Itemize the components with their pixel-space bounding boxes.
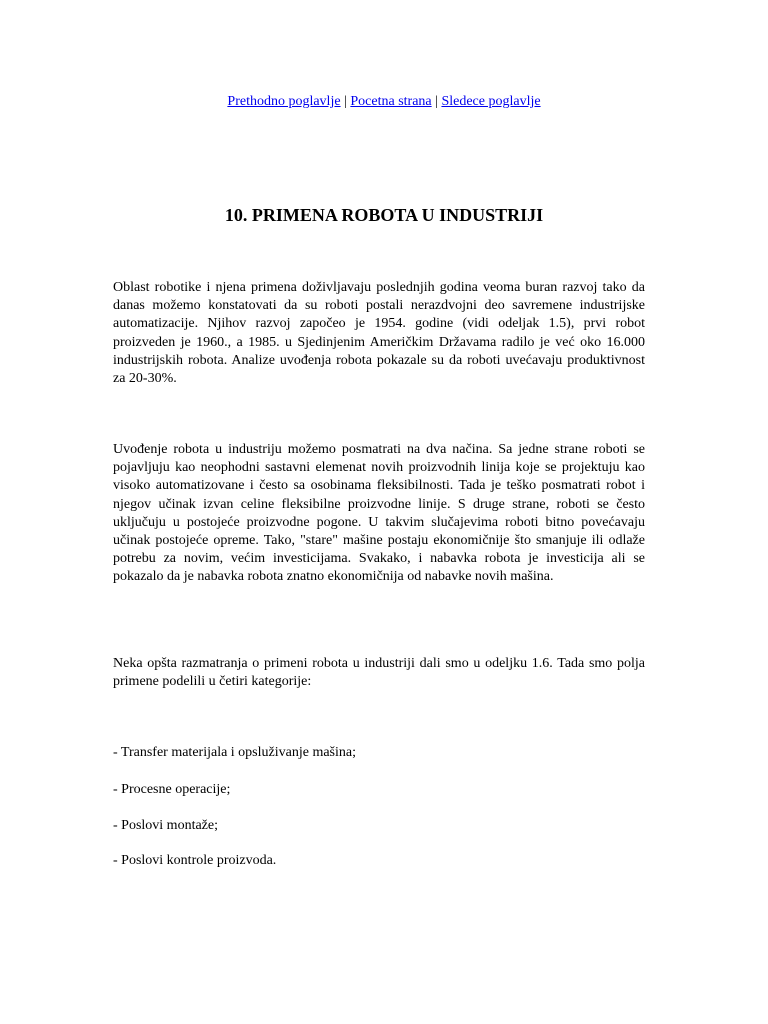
paragraph-intro: Oblast robotike i njena primena doživljavaju poslednjih godina veoma buran razvoj tako da danas možemo konstatovati da su roboti postali nerazdvojni deo savremene industrijske automatizacije. Njihov razvoj započeo je 1954. godine (vidi odeljak 1.5), prvi robot proizveden je 1960., a 1985. u Sjedinjenim Američkim Državama radilo je već oko 16.000 industrijskih robota. Analize uvođenja robota pokazale su da roboti uvećavaju produktivnost za 20-30%. (113, 280, 645, 387)
paragraph-introduction-methods: Uvođenje robota u industriju možemo posmatrati na dva načina. Sa jedne strane roboti se pojavljuju kao neophodni sastavni elemenat novih proizvodnih linija koje se projektuju kao visoko automatizovane i često sa osobinama fleksibilnosti. Tada je teško posmatrati robot i njegov učinak izvan celine fleksibilne proizvodne linije. S druge strane, roboti se često uključuju u postojeće proizvodne pogone. U takvim slučajevima roboti bitno povećavaju učinak postojeće opreme. Tako, "stare" mašine postaju ekonomičnije što smanjuje ili odlaže potrebu za novim, većim investicijama. Svakako, i nabavka robota je investicija ali se pokazalo da je nabavka robota znatno ekonomičnija od nabavke novih mašina. (113, 442, 645, 585)
nav-separator: | (344, 94, 347, 109)
previous-chapter-link[interactable]: Prethodno poglavlje (227, 94, 341, 109)
home-page-link[interactable]: Pocetna strana (350, 94, 432, 109)
page-title: 10. PRIMENA ROBOTA U INDUSTRIJI (224, 205, 544, 225)
list-item: - Procesne operacije; (113, 782, 231, 797)
nav-separator: | (435, 94, 438, 109)
list-item: - Poslovi kontrole proizvoda. (113, 853, 277, 868)
list-item: - Transfer materijala i opsluživanje mašina; (113, 745, 356, 760)
paragraph-categories-intro: Neka opšta razmatranja o primeni robota u industriji dali smo u odeljku 1.6. Tada smo polja primene podelili u četiri kategorije: (113, 656, 645, 690)
list-item: - Poslovi montaže; (113, 818, 218, 833)
next-chapter-link[interactable]: Sledece poglavlje (441, 94, 541, 109)
chapter-navigation (0, 93, 768, 111)
